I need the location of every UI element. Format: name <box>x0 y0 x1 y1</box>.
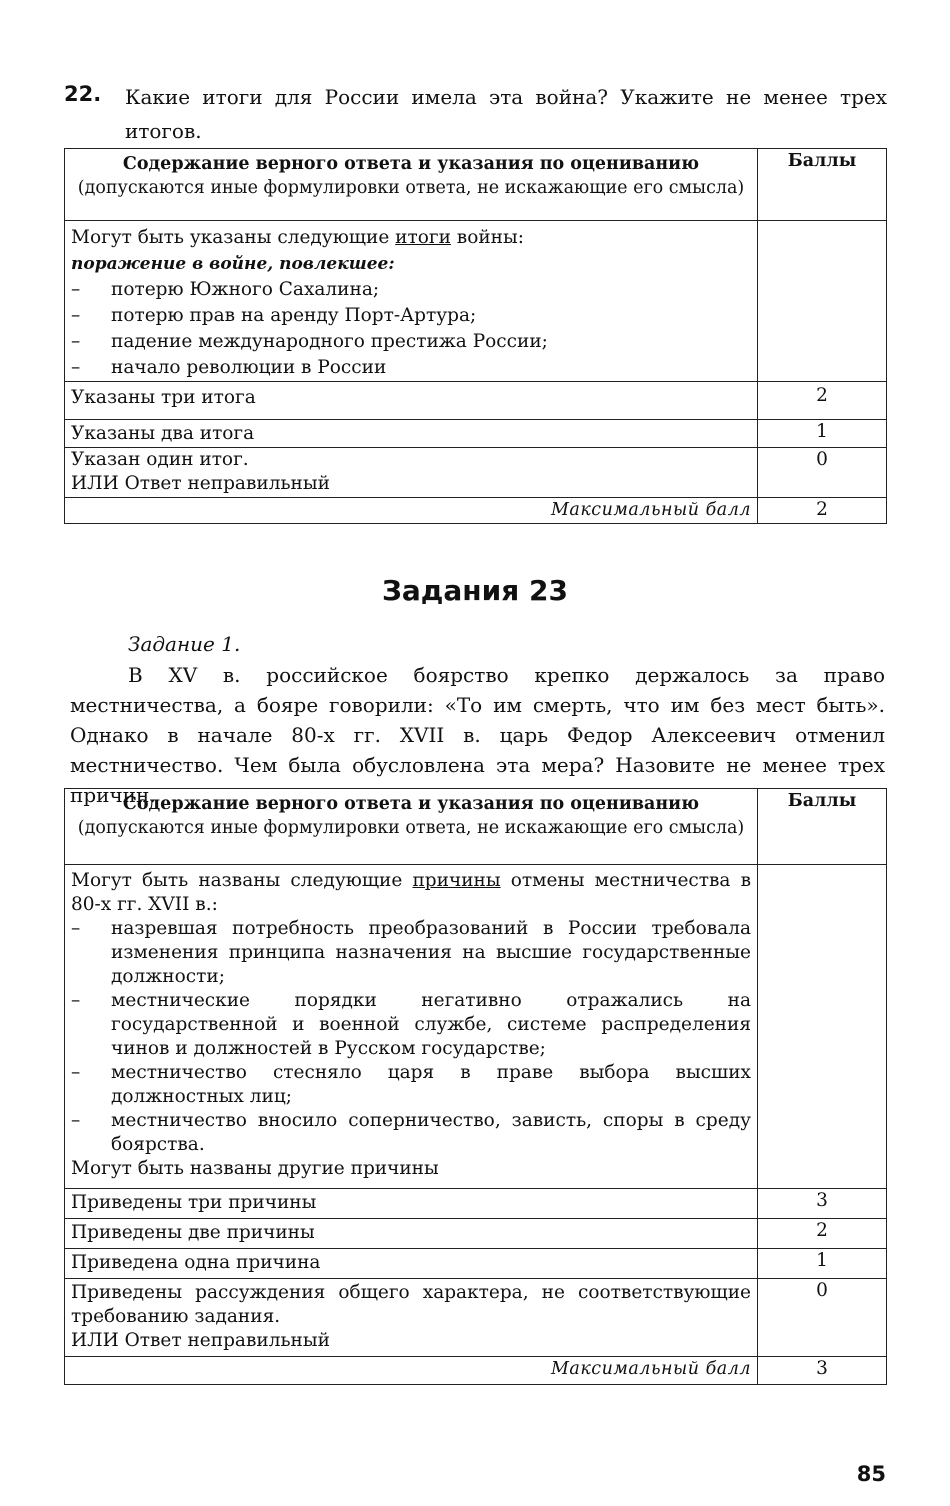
list-item: – местничество вносило соперничество, зависть, споры в среду боярства. <box>71 1109 751 1157</box>
criterion-score: 3 <box>758 1189 887 1219</box>
answer-list <box>71 917 751 1157</box>
score-header: Баллы <box>758 149 887 221</box>
grading-table-22 <box>64 148 887 524</box>
criterion-score: 2 <box>758 1219 887 1249</box>
criterion: Приведена одна причина <box>65 1249 758 1279</box>
max-score-label: Максимальный балл <box>65 498 758 524</box>
criterion-score: 2 <box>758 382 887 420</box>
criterion-score: 1 <box>758 1249 887 1279</box>
answer-content <box>65 221 758 382</box>
task-text: В XV в. российское боярство крепко держалось за право местничества, а бояре говорили: «То им смерть, что им без мест быть». Однако в начале 80-х гг. XVII в. царь Федор Алексеевич отменил местничество. Чем была обусловлена эта мера? Назовите не менее трех причин. <box>70 663 885 807</box>
criterion: Указан один итог. ИЛИ Ответ неправильный <box>65 448 758 498</box>
table-header <box>65 149 758 221</box>
list-item: – местнические порядки негативно отражались на государственной и военной службе, системе распределения чинов и должностей в Русском государстве; <box>71 989 751 1061</box>
criterion-score: 0 <box>758 1279 887 1357</box>
list-item: – назревшая потребность преобразований в России требовала изменения принципа назначения на высшие государственные должности; <box>71 917 751 989</box>
criterion: Приведены две причины <box>65 1219 758 1249</box>
answer-intro: Могут быть названы следующие причины отмены местничества в 80-х гг. XVII в.: <box>71 870 751 915</box>
criterion: Приведены рассуждения общего характера, не соответствующие требованию задания. ИЛИ Ответ неправильный <box>65 1279 758 1357</box>
max-score-value: 2 <box>758 498 887 524</box>
list-item: – местничество стесняло царя в праве выбора высших должностных лиц; <box>71 1061 751 1109</box>
answer-list <box>71 277 751 381</box>
answer-intro: Могут быть указаны следующие итоги войны: <box>71 227 524 248</box>
answer-subhead: поражение в войне, повлекшее: <box>71 254 395 274</box>
criterion: Указаны два итога <box>65 420 758 448</box>
header-sub: (допускаются иные формулировки ответа, не искажающие его смысла) <box>77 178 745 198</box>
grading-table-23 <box>64 788 887 1385</box>
list-item: – начало революции в России <box>71 355 751 381</box>
criterion: Приведены три причины <box>65 1189 758 1219</box>
table-header <box>65 789 758 865</box>
criterion-score: 0 <box>758 448 887 498</box>
section-title: Задания 23 <box>382 574 568 607</box>
list-item: – падение международного престижа России; <box>71 329 751 355</box>
question-number: 22. <box>64 82 102 106</box>
score-header: Баллы <box>758 789 887 865</box>
criterion: Указаны три итога <box>65 382 758 420</box>
max-score-value: 3 <box>758 1357 887 1385</box>
task-label: Задание 1. <box>128 632 241 656</box>
answer-content <box>65 865 758 1189</box>
header-sub: (допускаются иные формулировки ответа, не искажающие его смысла) <box>77 818 745 838</box>
header-main: Содержание верного ответа и указания по оцениванию <box>122 154 700 174</box>
list-item: – потерю Южного Сахалина; <box>71 277 751 303</box>
answer-outro: Могут быть названы другие причины <box>71 1158 439 1179</box>
list-item: – потерю прав на аренду Порт-Артура; <box>71 303 751 329</box>
max-score-label: Максимальный балл <box>65 1357 758 1385</box>
header-main: Содержание верного ответа и указания по оцениванию <box>122 794 700 814</box>
question-text: Какие итоги для России имела эта война? Укажите не менее трех итогов. <box>125 85 887 143</box>
criterion-score: 1 <box>758 420 887 448</box>
page-number: 85 <box>856 1462 886 1486</box>
